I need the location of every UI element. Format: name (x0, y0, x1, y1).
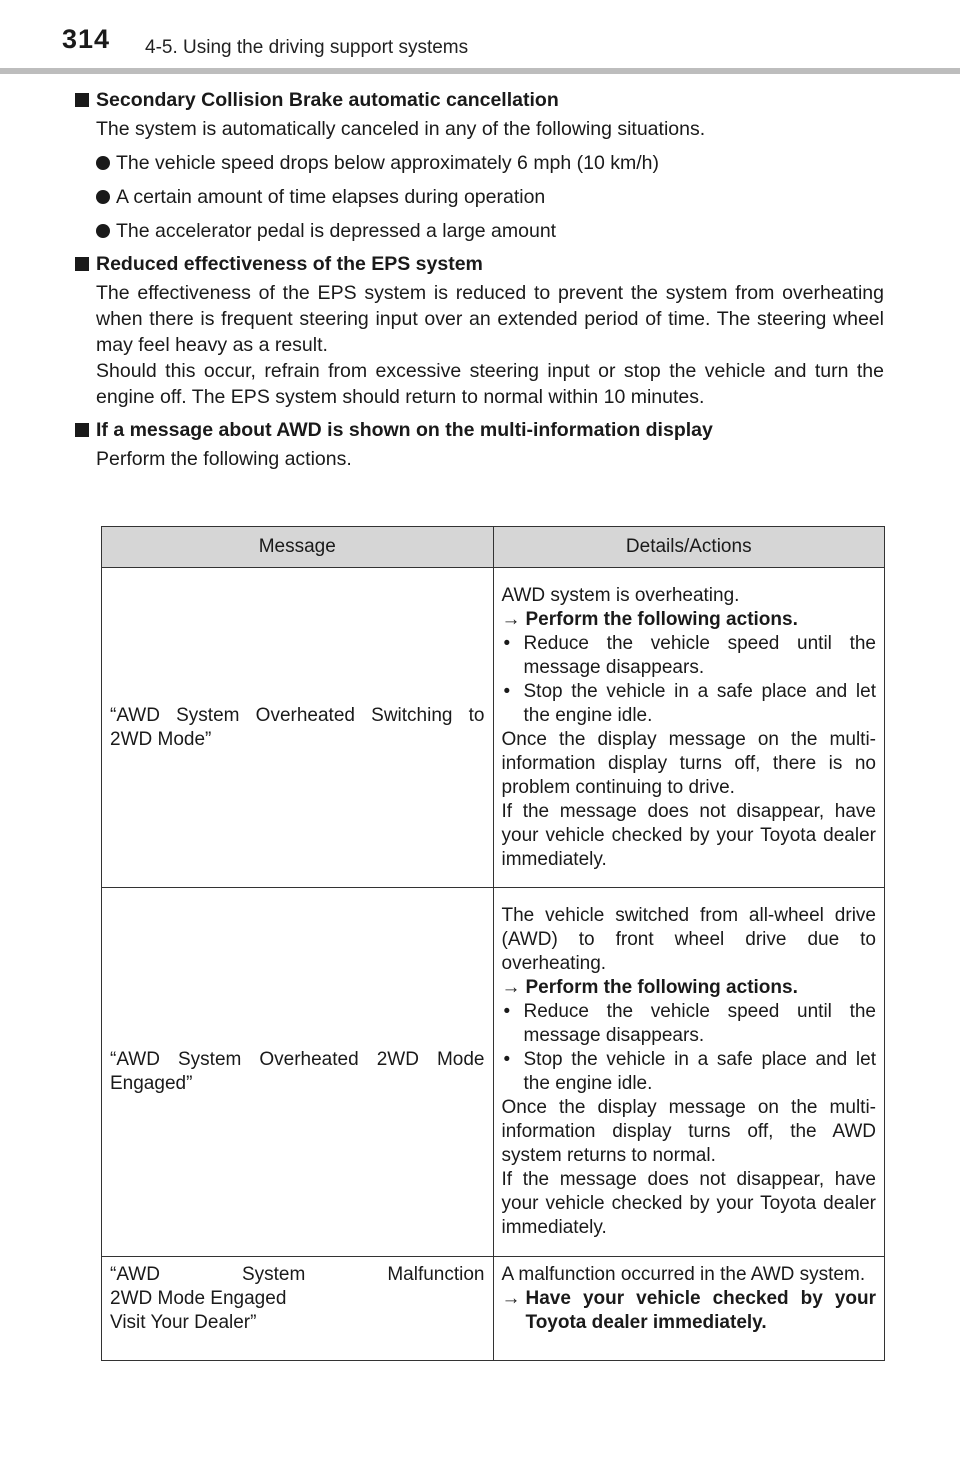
body-text (72, 86, 884, 472)
paragraph: Should this occur, refrain from excessive steering input or stop the vehicle and turn the engine off. The EPS system should return to normal within 10 minutes. (96, 360, 884, 408)
paragraph: The system is automatically canceled in any of the following situations. (96, 118, 706, 140)
heading-secondary-collision-brake: Secondary Collision Brake automatic cancellation (72, 86, 884, 114)
list-item: The vehicle speed drops below approximately 6 mph (10 km/h) (96, 150, 884, 176)
page-header (0, 0, 960, 76)
details-cell: A malfunction occurred in the AWD system. → Have your vehicle checked by your Toyota dealer immediately. (493, 1257, 885, 1361)
message-cell: “AWD System Malfunction 2WD Mode Engaged Visit Your Dealer” (102, 1257, 494, 1361)
heading-eps-system: Reduced effectiveness of the EPS system (72, 250, 884, 278)
square-bullet-icon (75, 257, 89, 271)
square-bullet-icon (75, 93, 89, 107)
details-cell: The vehicle switched from all-wheel drive (AWD) to front wheel drive due to overheating. → Perform the following actions. • Reduce the vehicle speed until the message disappears. • Stop the vehicle in a safe place and let the engine idle. Once the display message on the multi-information display turns off, the AWD system returns to normal. If the message does not disappear, have your vehicle checked by your Toyota dealer immediately. (493, 888, 885, 1257)
square-bullet-icon (75, 423, 89, 437)
paragraph: Perform the following actions. (96, 448, 352, 470)
heading-awd-message: If a message about AWD is shown on the multi-information display (72, 416, 884, 444)
list-item: The accelerator pedal is depressed a large amount (96, 218, 884, 244)
arrow-icon: → (501, 977, 521, 998)
list-item: • Stop the vehicle in a safe place and let the engine idle. (503, 680, 876, 726)
arrow-icon: → (501, 1288, 521, 1309)
arrow-icon: → (501, 608, 521, 630)
column-header: Details/Actions (493, 527, 885, 568)
list-item: • Reduce the vehicle speed until the message disappears. (503, 632, 876, 678)
bullet-icon: • (503, 1049, 511, 1070)
section-title: 4-5. Using the driving support systems (145, 37, 469, 58)
table-row (102, 568, 885, 888)
bullet-icon: • (503, 680, 511, 702)
message-cell: “AWD System Overheated 2WD Mode Engaged” (102, 888, 494, 1257)
action-line: → Perform the following actions. (501, 608, 798, 630)
table-header-row (102, 527, 885, 568)
column-header: Message (102, 527, 494, 568)
action-line: → Perform the following actions. (501, 977, 798, 998)
paragraph: The effectiveness of the EPS system is reduced to prevent the system from overheating when there is frequent steering input over an extended period of time. The steering wheel may feel heavy as a result. (96, 282, 884, 356)
list-item: • Reduce the vehicle speed until the message disappears. (503, 1001, 876, 1046)
bullet-icon: • (503, 632, 511, 654)
message-cell: “AWD System Overheated Switching to 2WD Mode” (102, 568, 494, 888)
details-cell: AWD system is overheating. → Perform the following actions. • Reduce the vehicle speed until the message disappears. • Stop the vehicle in a safe place and let the engine idle. Once the display message on the multi-information display turns off, there is no problem continuing to drive. If the message does not disappear, have your vehicle checked by your Toyota dealer immediately. (493, 568, 885, 888)
header-rule (0, 68, 960, 74)
awd-message-table (101, 526, 885, 1361)
action-line: → Have your vehicle checked by your Toyota dealer immediately. (501, 1288, 876, 1333)
table-row (102, 888, 885, 1257)
bullet-icon: • (503, 1001, 511, 1022)
page-number: 314 (62, 24, 111, 54)
circle-bullet-icon (96, 156, 110, 170)
list-item: A certain amount of time elapses during operation (96, 184, 884, 210)
table-row (102, 1257, 885, 1361)
list-item: • Stop the vehicle in a safe place and let the engine idle. (503, 1049, 876, 1094)
circle-bullet-icon (96, 190, 110, 204)
circle-bullet-icon (96, 224, 110, 238)
